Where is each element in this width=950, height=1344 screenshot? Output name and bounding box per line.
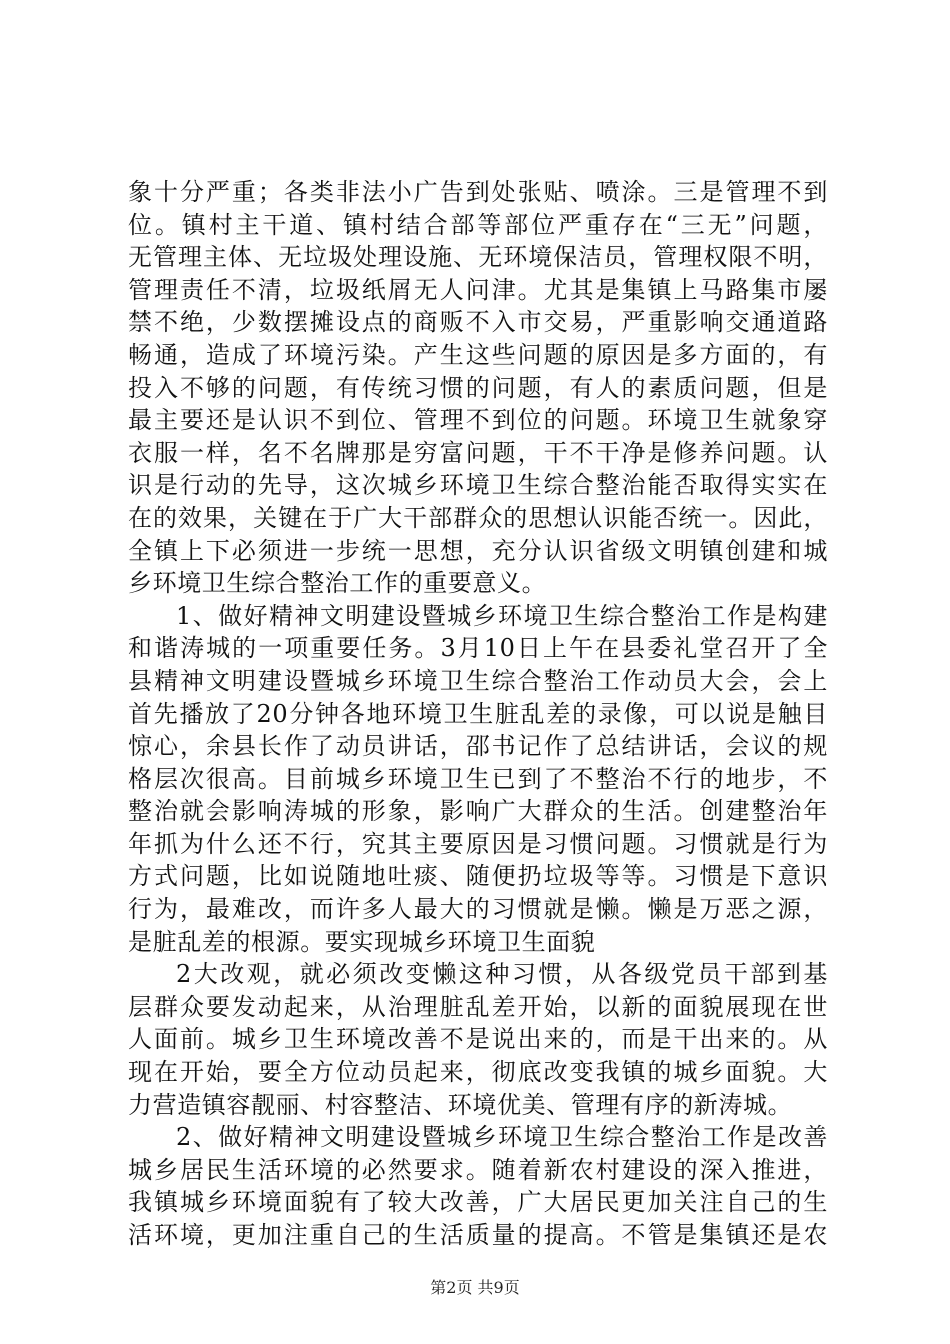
text-line: 我镇城乡环境面貌有了较大改善，广大居民更加关注自己的生 [128,1188,828,1217]
text-line: 城乡居民生活环境的必然要求。随着新农村建设的深入推进， [128,1155,828,1184]
text-line: 禁不绝，少数摆摊设点的商贩不入市交易，严重影响交通道路 [128,308,828,337]
text-line: 和谐涛城的一项重要任务。3月10日上午在县委礼堂召开了全 [128,634,828,663]
text-line: 格层次很高。目前城乡环境卫生已到了不整治不行的地步，不 [128,764,828,793]
text-line: 管理责任不清，垃圾纸屑无人问津。尤其是集镇上马路集市屡 [128,275,828,304]
text-line: 行为，最难改，而许多人最大的习惯就是懒。懒是万恶之源， [128,895,828,924]
text-line: 人面前。城乡卫生环境改善不是说出来的，而是干出来的。从 [128,1025,828,1054]
text-line: 在的效果，关键在于广大干部群众的思想认识能否统一。因此， [128,503,828,532]
text-line: 全镇上下必须进一步统一思想，充分认识省级文明镇创建和城 [128,536,828,565]
text-line: 乡环境卫生综合整治工作的重要意义。 [128,569,547,598]
text-line: 县精神文明建设暨城乡环境卫生综合整治工作动员大会，会上 [128,666,828,695]
text-line: 2、做好精神文明建设暨城乡环境卫生综合整治工作是改善 [176,1123,828,1152]
page-number-footer: 第2页 共9页 [430,1278,520,1297]
text-line: 1、做好精神文明建设暨城乡环境卫生综合整治工作是构建 [176,601,828,630]
body-text [128,176,828,1252]
text-line: 层群众要发动起来，从治理脏乱差开始，以新的面貌展现在世 [128,992,828,1021]
text-line: 现在开始，要全方位动员起来，彻底改变我镇的城乡面貌。大 [128,1058,828,1087]
text-line: 投入不够的问题，有传统习惯的问题，有人的素质问题，但是 [128,373,828,402]
text-line: 力营造镇容靓丽、村容整洁、环境优美、管理有序的新涛城。 [128,1090,793,1119]
text-line: 是脏乱差的根源。要实现城乡环境卫生面貌 [128,927,596,956]
text-line: 2大改观，就必须改变懒这种习惯，从各级党员干部到基 [176,960,828,989]
text-line: 位。镇村主干道、镇村结合部等部位严重存在“三无”问题， [128,210,828,239]
text-line: 惊心，余县长作了动员讲话，邵书记作了总结讲话，会议的规 [128,732,828,761]
text-line: 年抓为什么还不行，究其主要原因是习惯问题。习惯就是行为 [128,829,828,858]
text-line: 畅通，造成了环境污染。产生这些问题的原因是多方面的，有 [128,340,828,369]
text-line: 方式问题，比如说随地吐痰、随便扔垃圾等等。习惯是下意识 [128,862,828,891]
text-line: 首先播放了20分钟各地环境卫生脏乱差的录像，可以说是触目 [128,699,828,728]
text-line: 整治就会影响涛城的形象，影响广大群众的生活。创建整治年 [128,797,828,826]
text-line: 无管理主体、无垃圾处理设施、无环境保洁员，管理权限不明， [128,243,828,272]
text-line: 最主要还是认识不到位、管理不到位的问题。环境卫生就象穿 [128,406,828,435]
text-line: 识是行动的先导，这次城乡环境卫生综合整治能否取得实实在 [128,471,828,500]
text-line: 衣服一样，名不名牌那是穷富问题，干不干净是修养问题。认 [128,438,828,467]
text-line: 活环境，更加注重自己的生活质量的提高。不管是集镇还是农 [128,1221,828,1249]
text-line: 象十分严重；各类非法小广告到处张贴、喷涂。三是管理不到 [128,178,828,206]
